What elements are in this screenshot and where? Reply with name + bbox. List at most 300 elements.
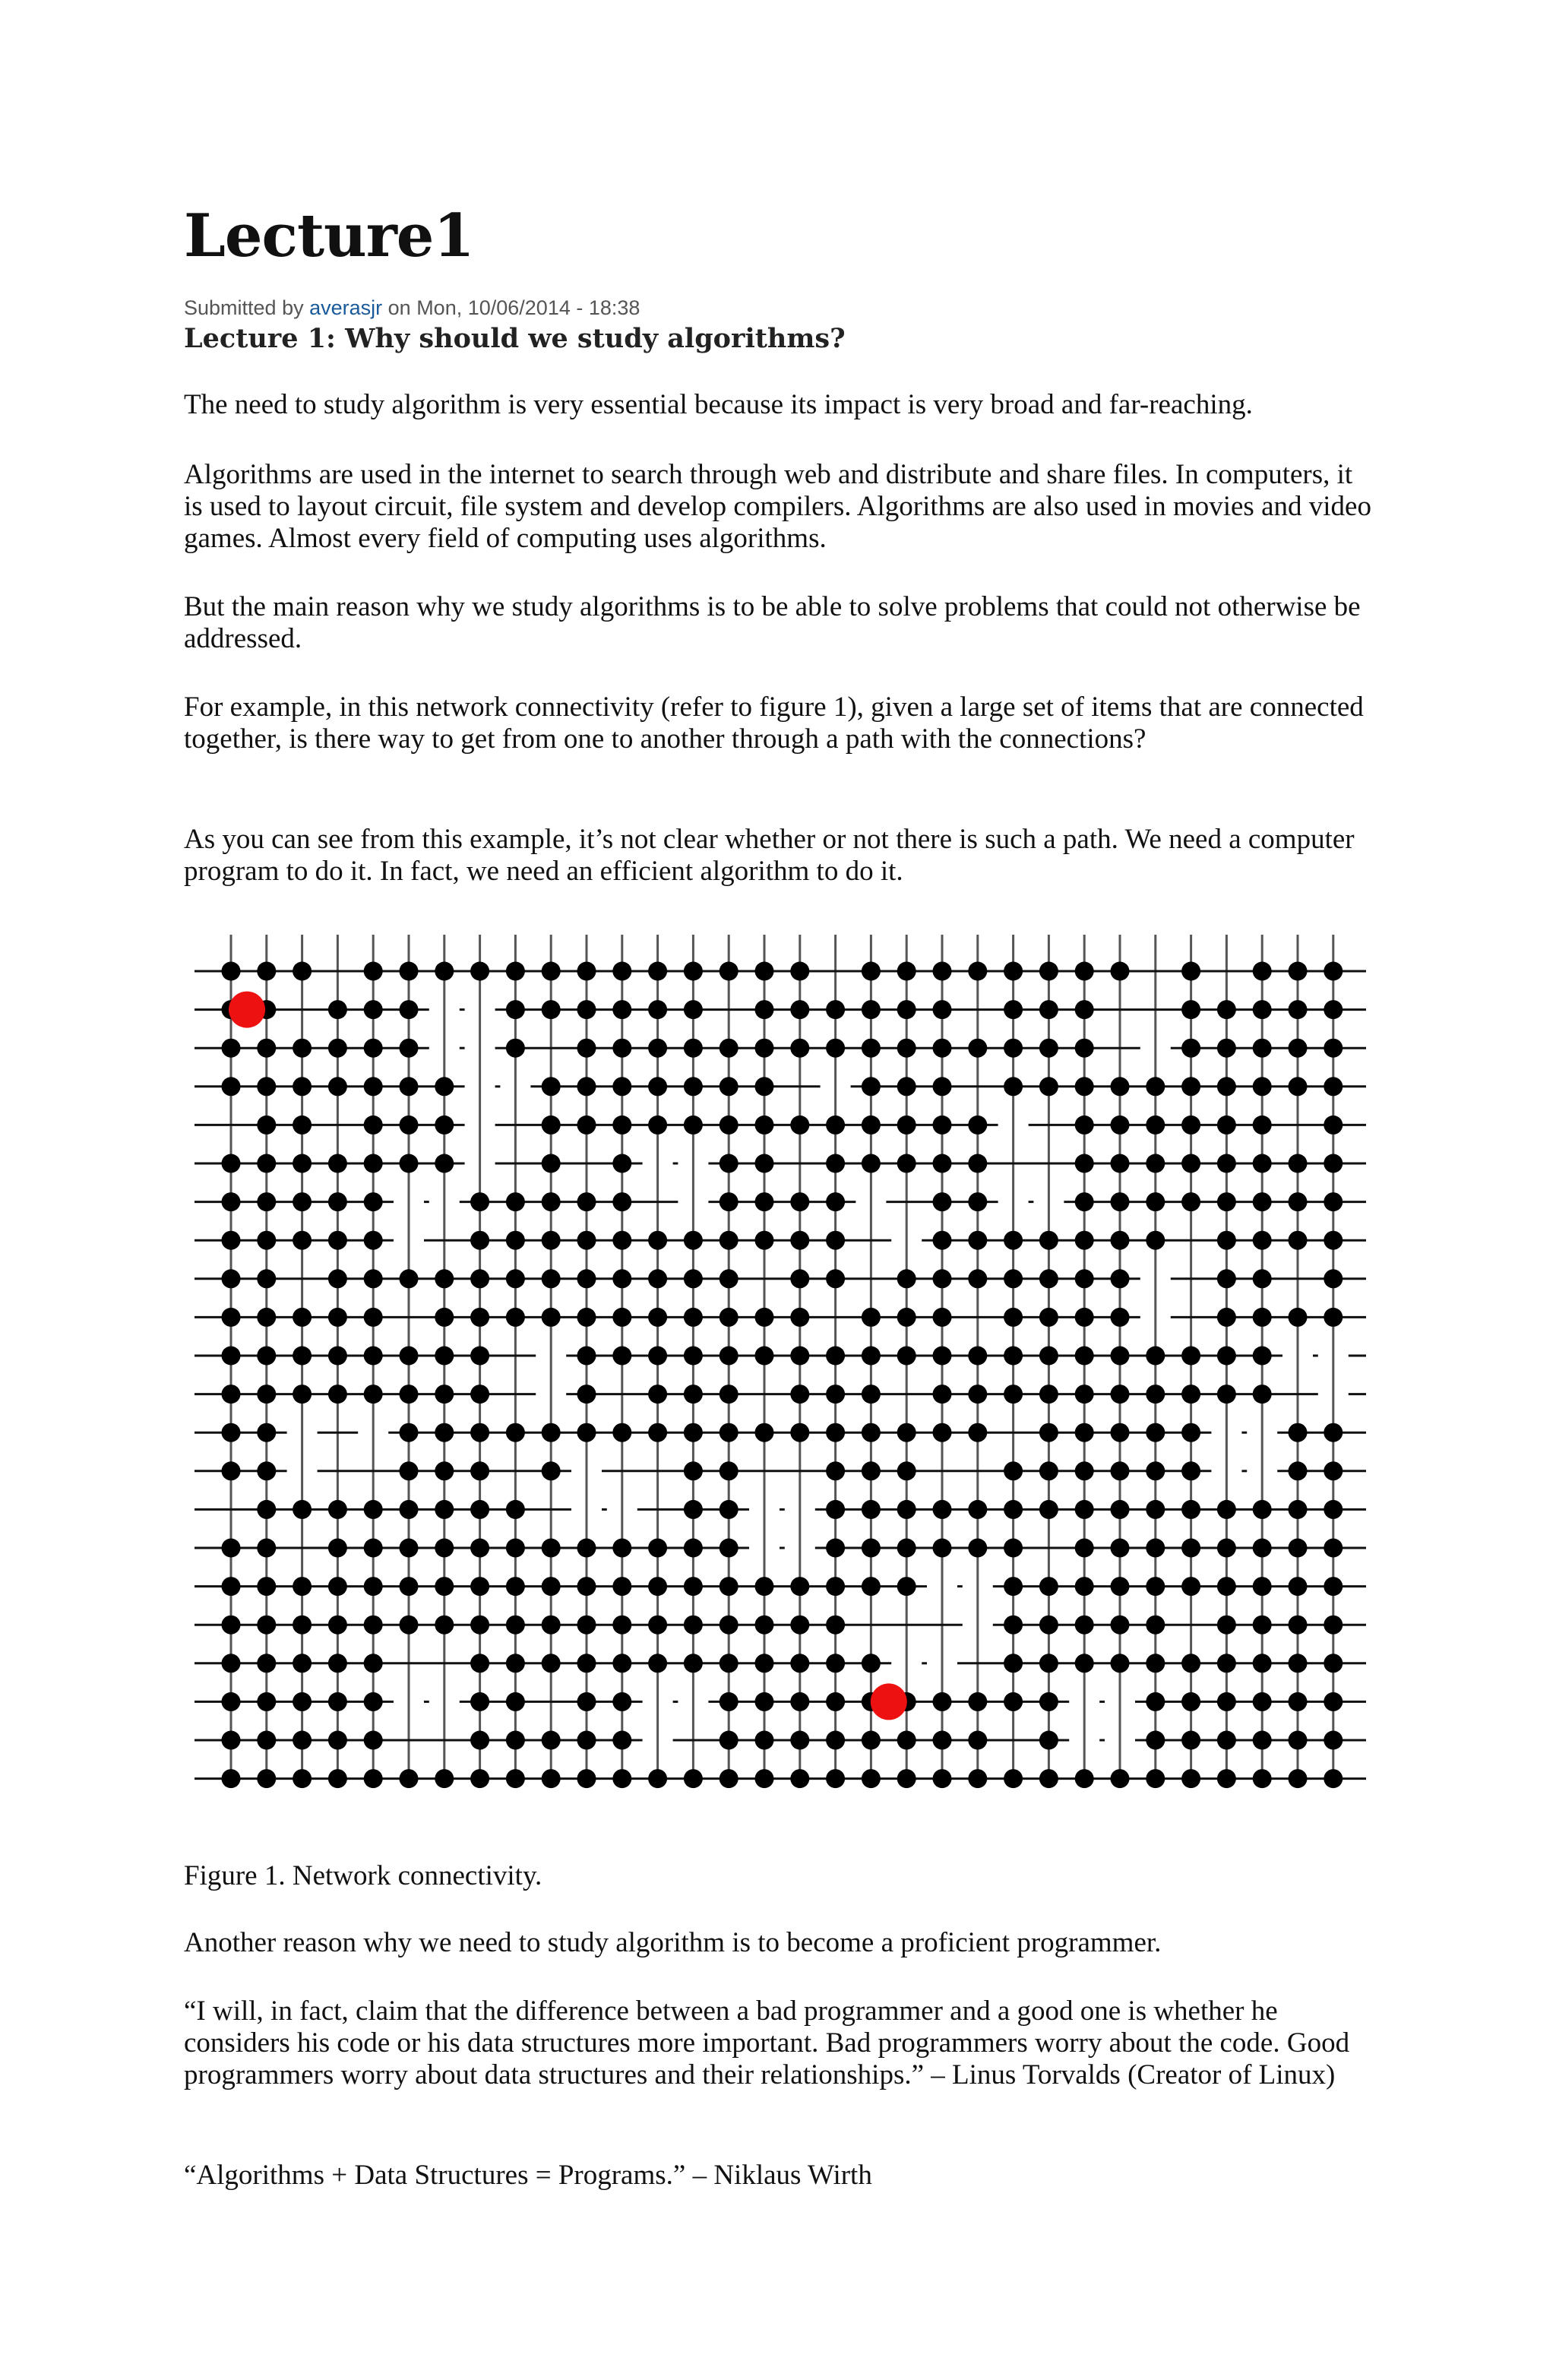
network-node [542,1116,561,1135]
network-node [862,1539,881,1558]
network-node [400,1116,419,1135]
network-node [400,1616,419,1635]
network-node [222,1154,241,1173]
network-node [470,1616,489,1635]
network-node [470,1769,489,1788]
network-node [755,1347,774,1366]
network-node [897,1769,916,1788]
network-node [1181,1692,1200,1711]
network-node [1181,1461,1200,1480]
network-node [1111,1154,1130,1173]
network-node [1004,1385,1023,1404]
network-node [862,1308,881,1327]
network-node [470,1539,489,1558]
network-node [1075,1231,1094,1250]
network-node [755,1577,774,1596]
network-node [968,1039,987,1058]
network-node [1004,1077,1023,1096]
network-node [1253,1539,1272,1558]
network-node [755,1231,774,1250]
network-node [257,1308,276,1327]
network-node [1289,962,1308,981]
network-node [577,1269,596,1288]
network-node [1217,1769,1236,1788]
network-node [506,1000,525,1019]
network-node [719,1461,738,1480]
network-node [755,962,774,981]
network-node [364,962,383,981]
network-node [328,1692,347,1711]
network-node [968,1154,987,1173]
network-node [862,1577,881,1596]
network-node [933,1154,952,1173]
network-node [364,1539,383,1558]
network-node [862,1039,881,1058]
network-node [506,1769,525,1788]
network-node [1324,1692,1343,1711]
network-node [790,962,809,981]
network-node [755,1769,774,1788]
network-node [577,1769,596,1788]
network-node [1181,1039,1200,1058]
network-node [506,1192,525,1211]
network-node [364,1616,383,1635]
network-node [755,1423,774,1442]
network-node [1004,1231,1023,1250]
network-node [719,1269,738,1288]
network-node [257,1539,276,1558]
network-node [719,1500,738,1519]
network-node [577,1616,596,1635]
network-node [684,1231,703,1250]
network-node [1039,1461,1058,1480]
network-node [470,1692,489,1711]
network-node [1253,1154,1272,1173]
network-node [1075,1500,1094,1519]
network-node [293,1154,312,1173]
network-node [612,1731,631,1750]
network-node [1111,1654,1130,1673]
network-node [1039,1308,1058,1327]
network-node [612,1423,631,1442]
network-node [293,1692,312,1711]
network-node [1217,1269,1236,1288]
network-node [790,1308,809,1327]
network-node [1217,1231,1236,1250]
submitted-by-label: Submitted by [184,296,304,319]
network-node [897,962,916,981]
network-node [1039,1769,1058,1788]
network-node [1004,1616,1023,1635]
network-node [364,1000,383,1019]
network-node [1217,1539,1236,1558]
network-node [968,1269,987,1288]
network-node [1324,1577,1343,1596]
network-node [1181,1423,1200,1442]
network-node [470,1269,489,1288]
network-node [1111,1577,1130,1596]
network-node [719,1231,738,1250]
network-node [755,1308,774,1327]
network-node [968,1192,987,1211]
network-node [933,1000,952,1019]
network-node [897,1539,916,1558]
network-node [790,1692,809,1711]
network-node [364,1231,383,1250]
network-node [612,1692,631,1711]
network-node [506,1577,525,1596]
network-node [1217,1347,1236,1366]
network-node [790,1000,809,1019]
network-node [1324,1269,1343,1288]
network-node [684,1654,703,1673]
network-node [1181,1192,1200,1211]
network-node [257,1077,276,1096]
network-node [1075,1347,1094,1366]
network-node [435,1154,454,1173]
network-node [1289,1039,1308,1058]
network-node [612,1000,631,1019]
network-node [1039,1500,1058,1519]
network-node [435,1269,454,1288]
network-node [506,1692,525,1711]
network-node [1039,962,1058,981]
network-node [719,1539,738,1558]
network-node [577,1039,596,1058]
network-node [400,1577,419,1596]
network-node [577,1539,596,1558]
network-node [506,1500,525,1519]
network-node [1111,1423,1130,1442]
paragraph-path: As you can see from this example, it’s not clear whether or not there is such a path. We need a computer program to do it. In fact, we need an efficient algorithm to do it. [184,824,1355,887]
network-node [293,1500,312,1519]
network-node [790,1654,809,1673]
network-node [719,1423,738,1442]
network-node [542,1423,561,1442]
network-node [1075,1654,1094,1673]
network-node [542,1231,561,1250]
network-node [1289,1616,1308,1635]
network-node [862,1654,881,1673]
network-node [1253,962,1272,981]
network-node [1324,1423,1343,1442]
network-node [257,1347,276,1366]
network-node [862,1461,881,1480]
network-node [897,1039,916,1058]
network-node [862,962,881,981]
network-node [612,1347,631,1366]
network-node [933,1769,952,1788]
network-node [897,1347,916,1366]
network-node [470,1385,489,1404]
network-node [257,1385,276,1404]
network-node [435,1116,454,1135]
network-node [1075,1616,1094,1635]
network-node [1324,1116,1343,1135]
network-node [1111,1539,1130,1558]
network-node [400,1769,419,1788]
network-node [790,1231,809,1250]
network-node [1146,1500,1165,1519]
network-node [364,1269,383,1288]
network-node [435,962,454,981]
network-node [222,1347,241,1366]
network-node [257,1039,276,1058]
network-node [648,1347,667,1366]
network-node [1253,1231,1272,1250]
network-node [364,1077,383,1096]
network-node [1217,1654,1236,1673]
network-node [257,1616,276,1635]
author-link[interactable]: averasjr [309,296,383,319]
network-node [1324,1192,1343,1211]
network-node [612,1116,631,1135]
paragraph-programmer: Another reason why we need to study algorithm is to become a proficient programmer. [184,1927,1162,1958]
network-node [222,1269,241,1288]
network-node [470,962,489,981]
network-node [755,1616,774,1635]
network-node [826,1731,845,1750]
network-node [1075,1116,1094,1135]
network-node [1146,1347,1165,1366]
network-node [1075,1039,1094,1058]
network-node [1111,1077,1130,1096]
network-node [328,1000,347,1019]
network-node [1181,1154,1200,1173]
end-node-highlight [871,1683,907,1720]
network-node [470,1308,489,1327]
network-node [400,1385,419,1404]
network-node [400,1500,419,1519]
network-node [293,1654,312,1673]
network-node [1324,1616,1343,1635]
network-node [293,1577,312,1596]
network-node [435,1577,454,1596]
network-node [1146,1769,1165,1788]
network-node [719,1769,738,1788]
network-node [1146,1116,1165,1135]
network-node [1253,1039,1272,1058]
network-node [328,1616,347,1635]
network-node [1004,1347,1023,1366]
network-node [293,1039,312,1058]
network-node [328,1231,347,1250]
network-node [577,1347,596,1366]
network-node [364,1116,383,1135]
network-node [364,1692,383,1711]
network-node [328,1539,347,1558]
network-node [257,1231,276,1250]
network-node [826,1423,845,1442]
network-node [826,1231,845,1250]
network-node [542,1154,561,1173]
network-node [222,1192,241,1211]
network-node [933,1039,952,1058]
network-node [1181,1385,1200,1404]
network-node [1075,1192,1094,1211]
network-node [933,1116,952,1135]
network-node [1289,1731,1308,1750]
network-node [1253,1116,1272,1135]
network-node [755,1039,774,1058]
network-node [257,1269,276,1288]
paragraph-example: For example, in this network connectivity (refer to figure 1), given a large set of items that are connected together, is there way to get from one to another through a path with the connections? [184,692,1364,755]
network-node [897,1077,916,1096]
network-node [1324,962,1343,981]
network-node [222,1577,241,1596]
article-subtitle: Lecture 1: Why should we study algorithms? [184,323,846,354]
network-node [257,1654,276,1673]
network-node [933,1692,952,1711]
network-node [435,1461,454,1480]
paragraph-uses: Algorithms are used in the internet to search through web and distribute and share files. In computers, it is used to layout circuit, file system and develop compilers. Algorithms are also used in movies and video games. Almost every field of computing uses algorithms. [184,459,1371,554]
network-node [1039,1654,1058,1673]
network-node [790,1769,809,1788]
network-node [1289,1769,1308,1788]
network-node [897,1423,916,1442]
network-node [542,1616,561,1635]
network-node [790,1116,809,1135]
network-node [1217,1000,1236,1019]
network-node [1181,962,1200,981]
network-node [1004,1654,1023,1673]
network-node [826,1116,845,1135]
network-node [293,962,312,981]
network-node [1217,1308,1236,1327]
network-node [364,1154,383,1173]
network-node [1075,1423,1094,1442]
network-node [1075,1154,1094,1173]
network-node [933,1423,952,1442]
network-node [1289,1308,1308,1327]
network-node [1324,1500,1343,1519]
network-node [293,1116,312,1135]
network-node [897,1000,916,1019]
network-node [1217,1500,1236,1519]
network-node [435,1616,454,1635]
network-node [719,1692,738,1711]
network-node [862,1116,881,1135]
network-node [790,1423,809,1442]
network-node [506,1423,525,1442]
network-node [222,1039,241,1058]
network-node [790,1192,809,1211]
network-node [435,1385,454,1404]
network-node [612,1308,631,1327]
network-node [435,1308,454,1327]
network-node [577,1385,596,1404]
paragraph-intro: The need to study algorithm is very essential because its impact is very broad and far-reaching. [184,389,1253,420]
network-node [293,1347,312,1366]
network-node [968,1347,987,1366]
network-node [435,1500,454,1519]
network-node [293,1308,312,1327]
network-node [257,1192,276,1211]
network-node [648,1077,667,1096]
network-node [435,1347,454,1366]
network-node [719,1308,738,1327]
network-node [1181,1654,1200,1673]
network-node [470,1461,489,1480]
network-node [719,1347,738,1366]
network-node [719,1192,738,1211]
network-node [826,1692,845,1711]
network-node [1039,1077,1058,1096]
network-node [862,1347,881,1366]
network-node [1181,1577,1200,1596]
submission-date: on Mon, 10/06/2014 - 18:38 [387,296,640,319]
network-node [1324,1000,1343,1019]
network-node [435,1423,454,1442]
network-node [400,1539,419,1558]
network-node [826,1654,845,1673]
network-node [826,1154,845,1173]
network-node [897,1269,916,1288]
network-node [328,1769,347,1788]
network-node [1111,1192,1130,1211]
network-node [293,1616,312,1635]
network-node [364,1039,383,1058]
network-node [222,1308,241,1327]
network-node [542,1077,561,1096]
network-node [1075,1577,1094,1596]
network-node [364,1577,383,1596]
network-node [1075,1269,1094,1288]
network-node [293,1769,312,1788]
network-node [435,1539,454,1558]
network-node [612,1192,631,1211]
network-node [1217,1039,1236,1058]
network-node [257,1577,276,1596]
network-node [1039,1616,1058,1635]
network-node [506,1269,525,1288]
network-node [648,1654,667,1673]
network-node [1324,1308,1343,1327]
network-node [364,1654,383,1673]
network-node [684,1769,703,1788]
network-node [1075,1539,1094,1558]
network-node [968,962,987,981]
network-node [719,1154,738,1173]
network-node [648,1000,667,1019]
network-connectivity-figure [184,919,1377,1793]
network-node [826,1539,845,1558]
network-node [1004,1769,1023,1788]
network-node [684,1385,703,1404]
network-node [826,1192,845,1211]
network-node [755,1692,774,1711]
network-node [933,1539,952,1558]
network-node [328,1269,347,1288]
network-node [1253,1731,1272,1750]
network-node [684,1423,703,1442]
start-node-highlight [229,992,265,1028]
network-node [1289,1192,1308,1211]
network-node [612,1769,631,1788]
network-node [1146,1461,1165,1480]
network-node [542,1539,561,1558]
network-node [933,1347,952,1366]
network-node [470,1654,489,1673]
network-node [684,1577,703,1596]
network-node [612,1269,631,1288]
network-node [1289,1539,1308,1558]
network-node [1111,1461,1130,1480]
network-node [1253,1769,1272,1788]
network-node [1146,1192,1165,1211]
figure-caption: Figure 1. Network connectivity. [184,1860,542,1891]
network-node [684,1347,703,1366]
